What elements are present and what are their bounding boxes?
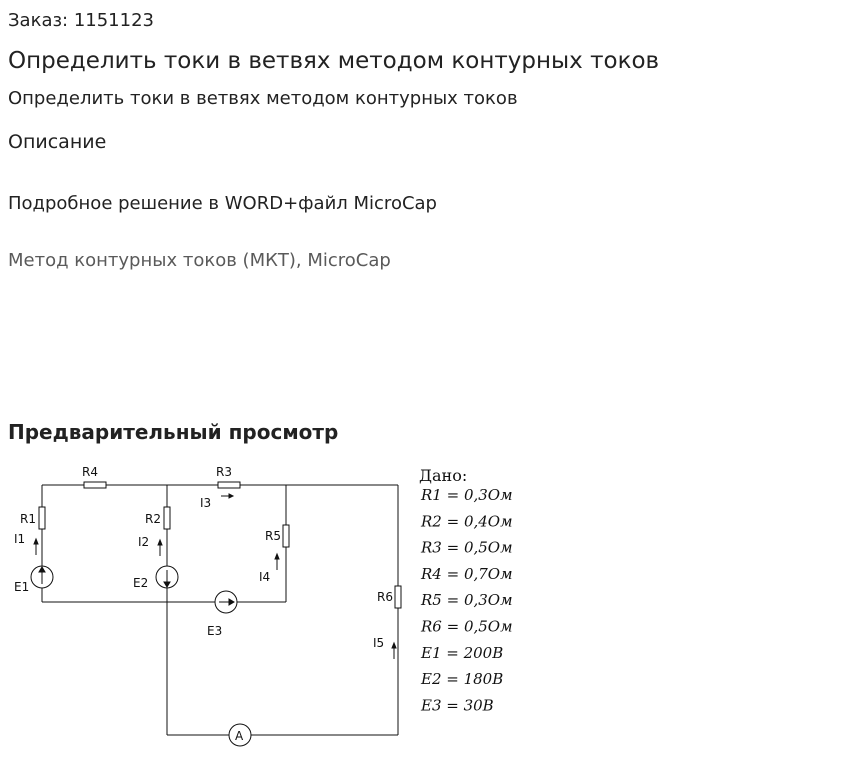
given-item: R3 = 0,5Ом (421, 538, 513, 557)
tags-text: Метод контурных токов (МКТ), MicroCap (8, 250, 391, 271)
label-i4: I4 (259, 570, 271, 584)
label-i5: I5 (373, 636, 385, 650)
given-heading: Дано: (419, 466, 468, 485)
label-e1: E1 (14, 580, 30, 594)
resistor-r6 (395, 586, 401, 608)
label-r1: R1 (20, 512, 36, 526)
description-heading: Описание (8, 131, 107, 153)
label-i3: I3 (200, 496, 212, 510)
resistor-r4 (84, 482, 106, 488)
label-r3: R3 (216, 465, 232, 479)
resistor-r3 (218, 482, 240, 488)
label-i2: I2 (138, 535, 150, 549)
given-item: E1 = 200B (421, 643, 504, 662)
given-item: E2 = 180B (421, 670, 504, 689)
label-r2: R2 (145, 512, 161, 526)
preview-heading: Предварительный просмотр (8, 420, 339, 444)
given-item: R6 = 0,5Ом (421, 617, 513, 636)
resistor-r2 (164, 507, 170, 529)
label-e3: E3 (207, 624, 223, 638)
label-e2: E2 (133, 576, 149, 590)
given-item: R4 = 0,7Ом (421, 564, 513, 583)
order-number: Заказ: 1151123 (8, 10, 154, 31)
given-item: E3 = 30B (421, 696, 494, 715)
given-list (420, 486, 513, 714)
label-r6: R6 (377, 590, 393, 604)
resistor-r1 (39, 507, 45, 529)
given-item: R5 = 0,3Ом (421, 591, 513, 610)
given-item: R1 = 0,3Ом (421, 486, 513, 504)
resistor-r5 (283, 525, 289, 547)
circuit-preview (0, 456, 847, 757)
given-item: R2 = 0,4Ом (421, 512, 513, 531)
label-r5: R5 (265, 529, 281, 543)
page-title: Определить токи в ветвях методом контурных токов (8, 48, 660, 74)
description-text: Подробное решение в WORD+файл MicroCap (8, 193, 437, 214)
label-i1: I1 (14, 532, 26, 546)
label-ammeter: A (235, 729, 244, 743)
label-r4: R4 (82, 465, 98, 479)
page-subtitle: Определить токи в ветвях методом контурных токов (8, 88, 518, 109)
